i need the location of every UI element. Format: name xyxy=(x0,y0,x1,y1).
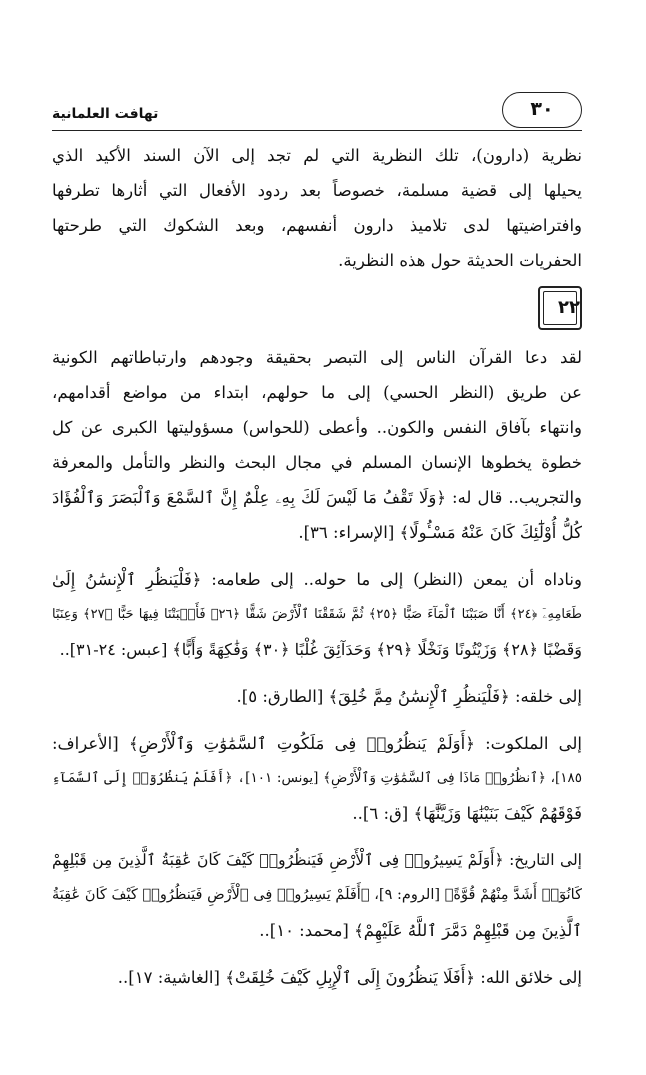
paragraph-food xyxy=(52,562,582,667)
section-marker xyxy=(52,278,582,340)
running-title: تهافت العلمانية xyxy=(52,106,159,122)
text-line: والتجريب.. قال له: ﴿وَلَا تَقْفُ مَا لَيْسَ لَكَ بِهِۦ عِلْمٌ إِنَّ ٱلسَّمْعَ وَٱلْبَصَرَ وَٱلْفُؤَادَ xyxy=(52,488,582,507)
text-line: الحفريات الحديثة حول هذه النظرية. xyxy=(338,251,582,270)
page-header xyxy=(52,92,582,132)
text-line: ٱلَّذِينَ مِن قَبْلِهِمْ دَمَّرَ ٱللَّهُ عَلَيْهِمْ﴾ [محمد: ١٠].. xyxy=(259,921,582,940)
header-rule xyxy=(52,130,582,131)
text-line: يحيلها إلى قضية مسلمة، خصوصاً بعد ردود الأفعال التي أثارها تطرفها xyxy=(52,181,582,200)
text-line: خطوة يخطوها الإنسان المسلم في مجال البحث والنظر والتأمل والمعرفة xyxy=(52,453,582,472)
text-line: إلى الملكوت: ﴿أَوَلَمْ يَنظُرُوا۟ فِى مَلَكُوتِ ٱلسَّمَٰوَٰتِ وَٱلْأَرْضِ﴾ [الأعراف: xyxy=(52,734,582,753)
text-line: كَانُوٓا۟ أَشَدَّ مِنْهُمْ قُوَّةً﴾ [الروم: ٩]، ﴿أَفَلَمْ يَسِيرُوا۟ فِى ٱلْأَرْضِ فَيَنظُرُوا۟ كَيْفَ كَانَ عَٰقِبَةُ xyxy=(52,887,582,903)
text-line: وَقَضْبًا ﴿٢٨﴾ وَزَيْتُونًا وَنَخْلًا ﴿٢٩﴾ وَحَدَآئِقَ غُلْبًا ﴿٣٠﴾ وَفَٰكِهَةً وَأَبًّا﴾ [عبس: ٢٤-٣١].. xyxy=(59,640,582,659)
page-body xyxy=(52,138,582,995)
paragraph-dominion xyxy=(52,726,582,831)
text-line: طَعَامِهِۦٓ ﴿٢٤﴾ أَنَّا صَبَبْنَا ٱلْمَآءَ صَبًّا ﴿٢٥﴾ ثُمَّ شَقَقْنَا ٱلْأَرْضَ شَقًّا ﴿٢٦﴾ فَأَنۢبَتْنَا فِيهَا حَبًّا ﴿٢٧﴾ وَعِنَبًا xyxy=(52,607,582,622)
paragraph-creation xyxy=(52,679,582,714)
text-line: ١٨٥]، ﴿ٱنظُرُوا۟ مَاذَا فِى ٱلسَّمَٰوَٰتِ وَٱلْأَرْضِ﴾ [يونس: ١٠١]، ﴿أَفَلَمْ يَنظُرُوٓا۟ إِلَى ٱلسَّمَآءِ xyxy=(52,770,582,786)
page-number: ٣٠ xyxy=(502,92,582,128)
text-line: وانتهاء بآفاق النفس والكون.. وأعطى (للحواس) مسؤوليتها الكبرى عن كل xyxy=(52,418,582,437)
text-line: وافتراضيتها لدى تلاميذ دارون أنفسهم، وبعد الشكوك التي طرحتها xyxy=(52,216,582,235)
text-line: عن طريق (النظر الحسي) إلى ما حولهم، ابتداء من مواضع أقدامهم، xyxy=(52,383,582,402)
text-line: نظرية (دارون)، تلك النظرية التي لم تجد إلى الآن السند الأكيد الذي xyxy=(52,146,582,165)
intro-paragraph xyxy=(52,138,582,278)
paragraph-creatures xyxy=(52,960,582,995)
section-number: ٢٢ xyxy=(538,286,582,330)
text-line: فَوْقَهُمْ كَيْفَ بَنَيْنَٰهَا وَزَيَّنَّٰهَا﴾ [ق: ٦].. xyxy=(352,804,582,823)
text-line: كُلُّ أُوْلَٰٓئِكَ كَانَ عَنْهُ مَسْـُٔولًا﴾ [الإسراء: ٣٦]. xyxy=(298,523,582,542)
paragraph-quran-senses xyxy=(52,340,582,550)
text-line: إلى التاريخ: ﴿أَوَلَمْ يَسِيرُوا۟ فِى ٱلْأَرْضِ فَيَنظُرُوا۟ كَيْفَ كَانَ عَٰقِبَةُ ٱلَّذِينَ مِن قَبْلِهِمْ xyxy=(52,851,582,869)
text-line: وناداه أن يمعن (النظر) إلى ما حوله.. إلى طعامه: ﴿فَلْيَنظُرِ ٱلْإِنسَٰنُ إِلَىٰ xyxy=(52,570,582,589)
text-line: إلى خلائق الله: ﴿أَفَلَا يَنظُرُونَ إِلَى ٱلْإِبِلِ كَيْفَ خُلِقَتْ﴾ [الغاشية: ١٧].. xyxy=(117,968,582,987)
text-line: إلى خلقه: ﴿فَلْيَنظُرِ ٱلْإِنسَٰنُ مِمَّ خُلِقَ﴾ [الطارق: ٥]. xyxy=(236,687,582,706)
paragraph-history xyxy=(52,843,582,948)
text-line: لقد دعا القرآن الناس إلى التبصر بحقيقة وجودهم وارتباطاتهم الكونية xyxy=(52,348,582,367)
